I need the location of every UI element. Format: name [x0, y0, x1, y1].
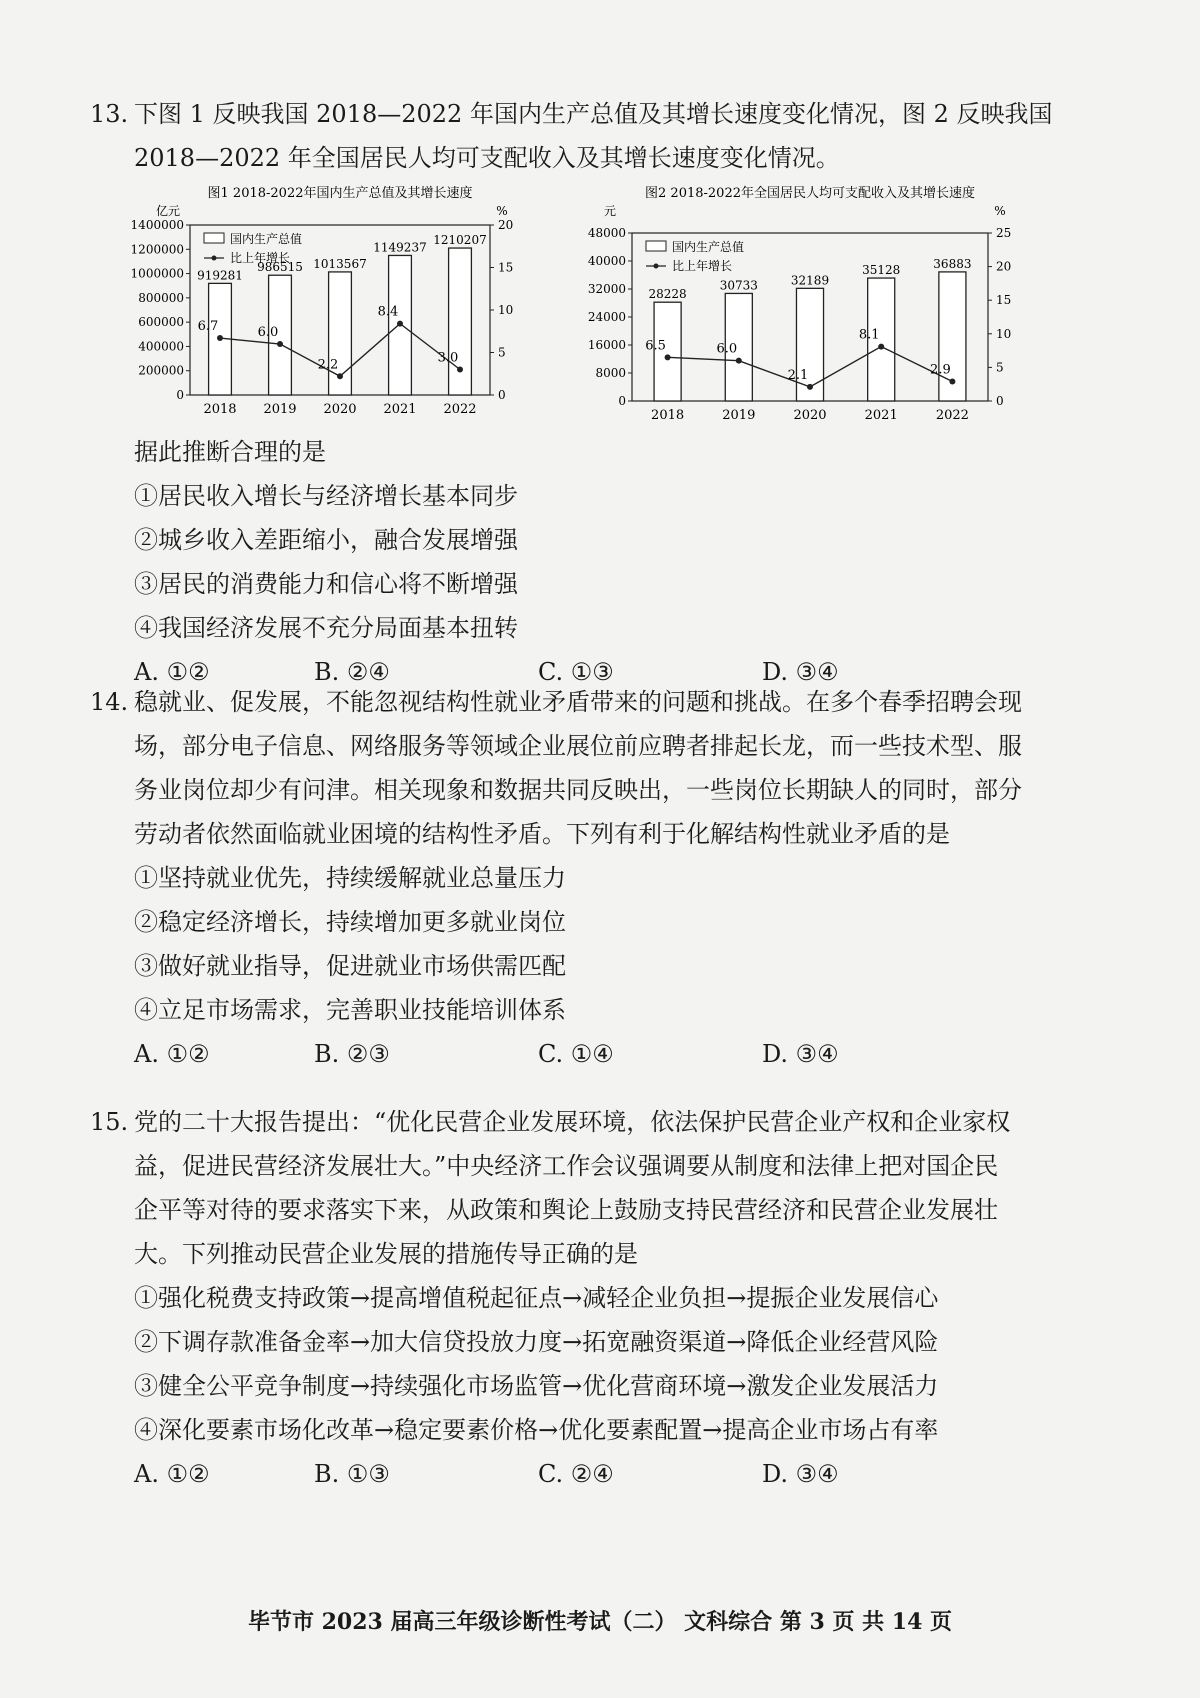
x-tick-label: 2022: [935, 408, 969, 423]
line-point: [949, 379, 955, 385]
line-point: [457, 367, 463, 373]
y-tick-right-label: 10: [996, 326, 1012, 341]
line-data-label: 6.0: [716, 341, 738, 357]
option-2: ②稳定经济增长，持续增加更多就业岗位: [134, 908, 566, 936]
income-chart: [570, 185, 1040, 455]
bar-data-label: 35128: [862, 263, 901, 278]
bar: [449, 248, 472, 395]
y-tick-left-label: 8000: [595, 366, 626, 380]
charts-area: [110, 185, 1110, 455]
legend-bar-label: 国内生产总值: [672, 240, 745, 254]
bar-data-label: 1210207: [433, 233, 487, 248]
x-tick-label: 2018: [651, 408, 685, 423]
question-stem: 下图 1 反映我国 2018—2022 年国内生产总值及其增长速度变化情况，图 2 反映我国: [134, 100, 1053, 128]
y-tick-left-label: 0: [618, 394, 626, 408]
y-tick-left-label: 600000: [138, 315, 184, 330]
question-stem-line-4: 劳动者依然面临就业困境的结构性矛盾。下列有利于化解结构性就业矛盾的是: [134, 820, 950, 848]
y-tick-right-label: 15: [498, 260, 514, 275]
question-stem-line-1: 稳就业、促发展，不能忽视结构性就业矛盾带来的问题和挑战。在多个春季招聘会现: [134, 688, 1022, 716]
option-3: ③做好就业指导，促进就业市场供需匹配: [134, 952, 566, 980]
line-point: [807, 384, 813, 390]
y-axis-left-label: 元: [603, 204, 617, 218]
bar-data-label: 1013567: [313, 256, 367, 271]
bar-data-label: 28228: [648, 287, 687, 302]
gdp-chart: [110, 185, 540, 455]
y-tick-left-label: 1400000: [130, 218, 184, 232]
bar-data-label: 36883: [933, 256, 972, 271]
choice-b[interactable]: B. ②③: [314, 1040, 390, 1068]
option-3: ③居民的消费能力和信心将不断增强: [134, 570, 518, 598]
answer-choices: [90, 1032, 1150, 1076]
y-tick-left-label: 48000: [587, 226, 626, 240]
y-tick-right-label: 25: [996, 226, 1012, 240]
x-tick-label: 2021: [383, 402, 417, 417]
line-point: [397, 321, 403, 327]
choice-a[interactable]: A. ①②: [134, 658, 210, 686]
question-stem-line-2: 益，促进民营经济发展壮大。”中央经济工作会议强调要从制度和法律上把对国企民: [134, 1152, 999, 1180]
y-tick-right-label: 0: [498, 388, 506, 402]
line-data-label: 6.5: [645, 338, 666, 354]
option-4: ④立足市场需求，完善职业技能培训体系: [134, 996, 566, 1024]
y-tick-right-label: 15: [996, 293, 1012, 308]
option-4: ④我国经济发展不充分局面基本扭转: [134, 614, 518, 642]
y-tick-right-label: 0: [996, 394, 1004, 408]
page-footer: 毕节市 2023 届高三年级诊断性考试（二） 文科综合 第 3 页 共 14 页: [247, 1609, 953, 1635]
bar-data-label: 1149237: [373, 240, 427, 255]
line-point: [736, 358, 742, 364]
option-1: ①坚持就业优先，持续缓解就业总量压力: [134, 864, 566, 892]
line-data-label: 3.0: [437, 350, 459, 366]
line-data-label: 8.1: [858, 327, 880, 343]
question-stem-line-1: 党的二十大报告提出：“优化民营企业发展环境，依法保护民营企业产权和企业家权: [134, 1108, 1011, 1136]
x-tick-label: 2020: [323, 402, 357, 417]
y-tick-left-label: 0: [176, 388, 184, 402]
y-tick-right-label: 5: [996, 360, 1004, 375]
y-tick-right-label: 20: [498, 218, 514, 232]
choice-b[interactable]: B. ①③: [314, 1460, 390, 1488]
y-tick-left-label: 32000: [587, 282, 626, 296]
y-tick-left-label: 200000: [138, 363, 184, 378]
y-tick-left-label: 40000: [587, 254, 626, 268]
question-number: 15.: [90, 1108, 129, 1136]
legend-line-label: 比上年增长: [230, 251, 291, 265]
choice-b[interactable]: B. ②④: [314, 658, 390, 686]
bar-data-label: 32189: [790, 273, 830, 288]
question-stem-continued: 2018—2022 年全国居民人均可支配收入及其增长速度变化情况。: [134, 144, 840, 172]
y-tick-left-label: 16000: [587, 338, 626, 352]
x-tick-label: 2019: [263, 402, 297, 417]
answer-choices: [90, 1452, 1150, 1496]
option-2: ②城乡收入差距缩小，融合发展增强: [134, 526, 518, 554]
option-2: ②下调存款准备金率→加大信贷投放力度→拓宽融资渠道→降低企业经营风险: [134, 1328, 939, 1356]
y-tick-right-label: 20: [996, 259, 1012, 274]
y-tick-left-label: 800000: [138, 290, 184, 305]
y-axis-right-label: %: [994, 204, 1006, 218]
choice-c[interactable]: C. ①④: [538, 1040, 614, 1068]
bar-data-label: 986515: [257, 260, 303, 275]
x-tick-label: 2021: [864, 408, 898, 423]
x-tick-label: 2020: [793, 408, 827, 423]
question-stem-line-4: 大。下列推动民营企业发展的措施传导正确的是: [134, 1240, 638, 1268]
choice-d[interactable]: D. ③④: [762, 1040, 839, 1068]
y-tick-left-label: 24000: [587, 310, 626, 324]
option-1: ①强化税费支持政策→提高增值税起征点→减轻企业负担→提振企业发展信心: [134, 1284, 939, 1312]
x-tick-label: 2018: [203, 402, 237, 417]
line-point: [665, 354, 671, 360]
choice-a[interactable]: A. ①②: [134, 1040, 210, 1068]
line-point: [277, 341, 283, 347]
option-3: ③健全公平竞争制度→持续强化市场监管→优化营商环境→激发企业发展活力: [134, 1372, 939, 1400]
question-14: [90, 680, 1150, 1076]
choice-d[interactable]: D. ③④: [762, 1460, 839, 1488]
question-stem-line-3: 务业岗位却少有问津。相关现象和数据共同反映出，一些岗位长期缺人的同时，部分: [134, 776, 1022, 804]
question-number: 14.: [90, 688, 129, 716]
question-stem-line-2: 场，部分电子信息、网络服务等领域企业展位前应聘者排起长龙，而一些技术型、服: [134, 732, 1022, 760]
line-data-label: 2.2: [317, 357, 339, 373]
y-tick-left-label: 1000000: [130, 266, 184, 281]
line-data-label: 6.0: [257, 325, 279, 340]
choice-c[interactable]: C. ②④: [538, 1460, 614, 1488]
legend-bar-swatch: [646, 241, 666, 251]
option-4: ④深化要素市场化改革→稳定要素价格→优化要素配置→提高企业市场占有率: [134, 1416, 939, 1444]
line-point: [337, 373, 343, 379]
y-tick-left-label: 1200000: [130, 242, 184, 257]
bar-data-label: 919281: [197, 268, 243, 283]
y-tick-right-label: 5: [498, 345, 506, 360]
choice-c[interactable]: C. ①③: [538, 658, 614, 686]
line-data-label: 8.4: [377, 304, 399, 320]
legend-line-marker: [654, 264, 659, 269]
x-tick-label: 2019: [722, 408, 756, 423]
x-tick-label: 2022: [443, 402, 477, 417]
y-tick-left-label: 400000: [138, 339, 184, 354]
question-13: [90, 92, 1150, 180]
line-data-label: 2.1: [787, 367, 809, 383]
legend-bar-label: 国内生产总值: [230, 232, 303, 246]
legend-line-label: 比上年增长: [672, 259, 733, 273]
line-point: [217, 335, 223, 341]
y-axis-right-label: %: [496, 204, 508, 218]
choice-d[interactable]: D. ③④: [762, 658, 839, 686]
bar-data-label: 30733: [719, 278, 758, 293]
chart-title: 图1 2018-2022年国内生产总值及其增长速度: [207, 186, 473, 201]
legend-bar-swatch: [204, 233, 224, 243]
question-15: [90, 1100, 1150, 1496]
question-number: 13.: [90, 100, 129, 128]
option-1: ①居民收入增长与经济增长基本同步: [134, 482, 518, 510]
question-stem-line-3: 企平等对待的要求落实下来，从政策和舆论上鼓励支持民营经济和民营企业发展壮: [134, 1196, 998, 1224]
line-point: [878, 344, 884, 350]
line-data-label: 6.7: [197, 319, 219, 335]
choice-a[interactable]: A. ①②: [134, 1460, 210, 1488]
y-axis-left-label: 亿元: [155, 204, 181, 218]
legend-line-marker: [212, 256, 217, 261]
chart-title: 图2 2018-2022年全国居民人均可支配收入及其增长速度: [645, 186, 975, 201]
line-data-label: 2.9: [930, 362, 951, 378]
y-tick-right-label: 10: [498, 303, 514, 317]
question-prompt: 据此推断合理的是: [134, 438, 326, 466]
question-13-body: [90, 430, 1150, 694]
